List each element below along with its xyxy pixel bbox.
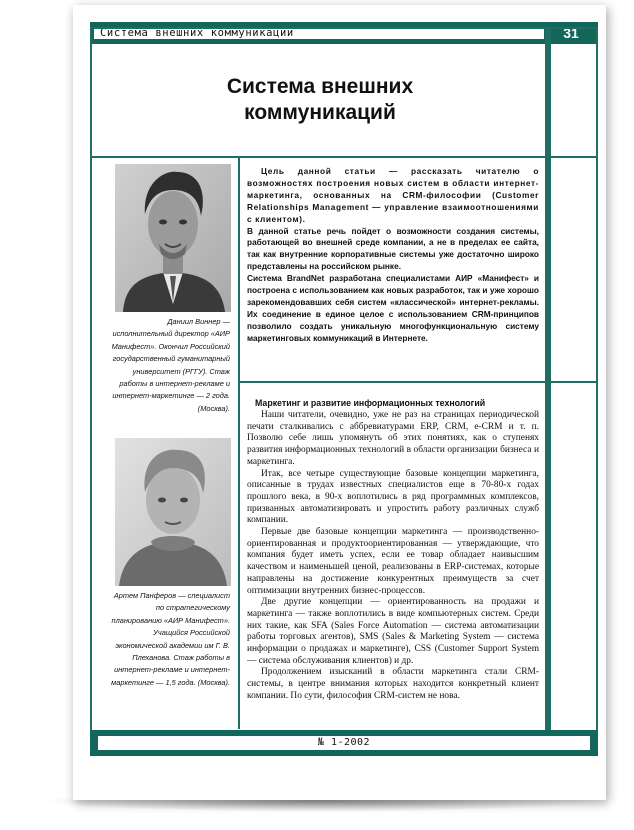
intro-paragraph: Цель данной статьи — рассказать читателю о возможностях построения новых систем в области интернет-маркетинга, основанных на CRM-философии (Customer Relationships Management — управление взаимоотношениями с клиентом).: [247, 166, 539, 224]
title-divider: [90, 156, 598, 158]
page-number: 31: [563, 25, 579, 41]
body-paragraph: Две другие концепции — ориентированность на продажи и маркетинга — также воплотились в виде компьютерных систем. Среди них такие, как SFA (Sales Force Automation — система автоматизации работы торговых агентов), SMS (Sales & Marketing System — система информации о продажах и маркетинге), CSS (Customer Support System — система обслуживания клиентов) и др.: [247, 597, 539, 666]
body-paragraph: Первые две базовые концепции маркетинга — производственно-ориентированная и продуктоориентированная — утверждающие, что компания будет иметь успех, если ее товар обладает наивысшим качеством и наименьшей ценой, реализованы в ERP-системах, которые направлены на достижение конкурентных преимуществ за счет оптимизации внутренних бизнес-процессов.: [247, 527, 539, 596]
author-caption-vinner: Даниил Виннер — исполнительный директор «АИР Манифест». Окончил Российский государственный гуманитарный университет (РГГУ). Стаж работы в интернет-рекламе и интернет-маркетинге — 2 года. (Москва).: [111, 317, 230, 413]
body-paragraph: Наши читатели, очевидно, уже не раз на страницах периодической печати сталкивались с аббревиатурами ERP, CRM, e-CRM и т. п. Позволю себе лишь упомянуть об этих понятиях, как о ступенях развития информационных технологий в области организации бизнеса и маркетинга.: [247, 410, 539, 467]
intro-divider: [238, 381, 598, 383]
intro-paragraph: Система BrandNet разработана специалистами АИР «Манифест» и построена с использованием как новых разработок, так и уже хорошо зарекомендовавших себя систем «классической» интернет-рекламы. Их соединение в единое целое с использованием CRM-принципов позволило создать уникальную многофункциональную систему маркетинговых коммуникаций в Интернете.: [247, 273, 539, 343]
author-photo-vinner: [115, 164, 231, 312]
column-divider: [238, 158, 240, 729]
section-heading: Маркетинг и развитие информационных технологий: [255, 398, 486, 408]
right-gutter: [545, 27, 551, 730]
issue-number: № 1-2002: [317, 737, 371, 748]
article-intro: [247, 166, 539, 345]
body-paragraph: Итак, все четыре существующие базовые концепции маркетинга, описанные в трудах известных специалистов еще в 70-80-х годах прошлого века, в 90-х воплотились в ряд программных комплексов, призванных автоматизировать и упростить работу различных служб компании.: [247, 468, 539, 526]
article-section: [247, 397, 539, 703]
running-title: Система внешних коммуникаций: [100, 27, 294, 39]
author-caption-panferov: Артем Панферов — специалист по стратегическому планированию «АИР Манифест». Учащийся Российской экономической академии им Г. В. Плеханова. Стаж работы в интернет-рекламе и интернет-маркетинге — 1,5 года. (Москва).: [111, 591, 230, 687]
intro-paragraph: В данной статье речь пойдет о возможности создания системы, работающей во внешней среде компании, а не в пределах ее сайта, так как внутренние корпоративные системы уже достаточно широко представлены на российском рынке.: [247, 225, 539, 272]
author-photo-panferov: [115, 438, 231, 586]
body-paragraph: Продолжением изысканий в области маркетинга стали CRM-системы, в центре внимания которых находится конкретный клиент компании. По сути, философия CRM-систем не нова.: [247, 667, 539, 701]
article-title: Система внешних коммуникаций: [226, 75, 414, 124]
section-body: [247, 410, 539, 703]
